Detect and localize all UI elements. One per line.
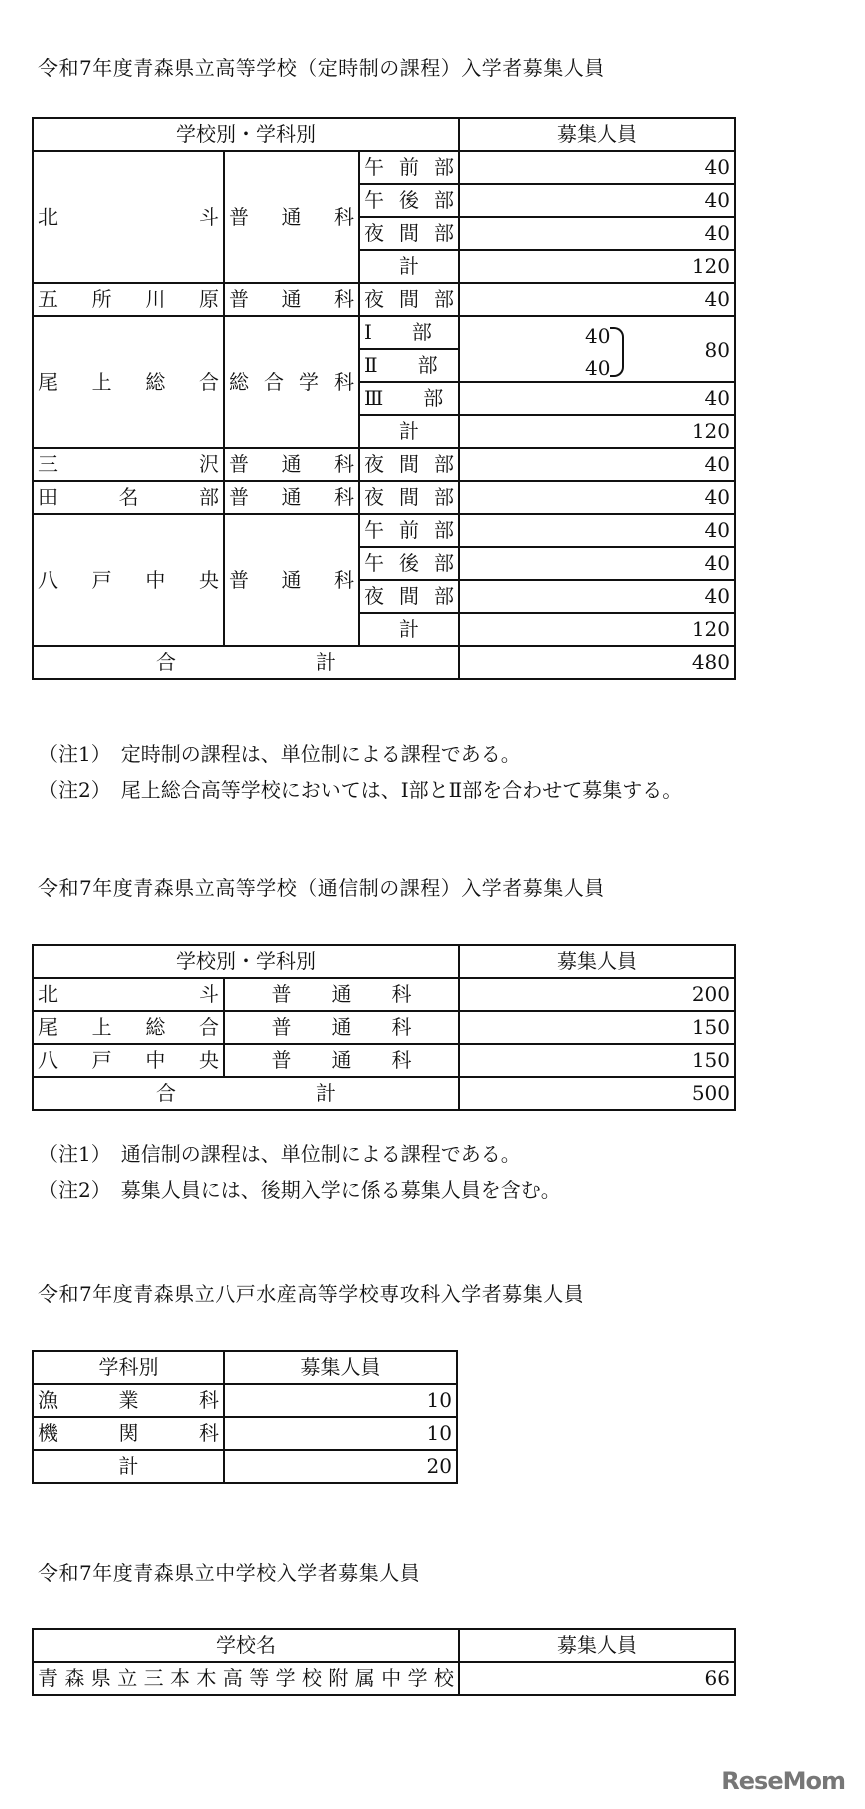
dept-name: 普 通 科 [224, 151, 359, 283]
division: Ⅲ 部 [359, 382, 459, 415]
division: 午前部 [359, 151, 459, 184]
division: 夜間部 [359, 448, 459, 481]
note: （注1） 定時制の課程は、単位制による課程である。 [38, 742, 521, 766]
dept-name: 機 関 科 [33, 1417, 224, 1450]
subtotal: 120 [459, 250, 735, 283]
capacity: 150 [459, 1011, 735, 1044]
section-title: 令和7年度青森県立高等学校（定時制の課程）入学者募集人員 [38, 56, 605, 80]
division: 夜間部 [359, 217, 459, 250]
capacity: 200 [459, 978, 735, 1011]
dept-name: 普 通 科 [224, 1011, 459, 1044]
school-name: 北 斗 [33, 978, 224, 1011]
school-name: 青森県立三本木高等学校附属中学校 [33, 1662, 459, 1695]
dept-name: 普 通 科 [224, 978, 459, 1011]
capacity: 40 [459, 580, 735, 613]
header-capacity: 募集人員 [224, 1351, 457, 1384]
capacity: 40 [459, 514, 735, 547]
parttime-table [32, 117, 736, 680]
school-name: 尾上総合 [33, 1011, 224, 1044]
dept-name: 普 通 科 [224, 1044, 459, 1077]
combined-capacity [459, 316, 735, 382]
dept-name: 総合学科 [224, 316, 359, 448]
subtotal: 120 [459, 613, 735, 646]
header-school-dept: 学校別・学科別 [33, 118, 459, 151]
division: 午後部 [359, 184, 459, 217]
division: 夜間部 [359, 283, 459, 316]
capacity: 66 [459, 1662, 735, 1695]
division: Ⅰ 部 [359, 316, 459, 349]
header-capacity: 募集人員 [459, 1629, 735, 1662]
note: （注2） 尾上総合高等学校においては、Ⅰ部とⅡ部を合わせて募集する。 [38, 778, 683, 802]
school-name: 北 斗 [33, 151, 224, 283]
correspondence-table [32, 944, 736, 1111]
brace-icon [610, 327, 624, 377]
section-title: 令和7年度青森県立高等学校（通信制の課程）入学者募集人員 [38, 876, 605, 900]
junior-high-table [32, 1628, 736, 1696]
specialty-table [32, 1350, 458, 1484]
subtotal-label: 計 [359, 613, 459, 646]
capacity: 40 [459, 481, 735, 514]
capacity: 40 [459, 283, 735, 316]
school-name: 田 名 部 [33, 481, 224, 514]
dept-name: 普 通 科 [224, 448, 359, 481]
division: 午前部 [359, 514, 459, 547]
division: 夜間部 [359, 580, 459, 613]
header-school: 学校名 [33, 1629, 459, 1662]
subtotal-label: 計 [359, 415, 459, 448]
capacity: 40 [459, 448, 735, 481]
note: （注2） 募集人員には、後期入学に係る募集人員を含む。 [38, 1178, 561, 1202]
capacity: 10 [224, 1384, 457, 1417]
total-label: 合 計 [33, 1077, 459, 1110]
grand-total: 480 [459, 646, 735, 679]
dept-name: 普 通 科 [224, 283, 359, 316]
note: （注1） 通信制の課程は、単位制による課程である。 [38, 1142, 521, 1166]
division: Ⅱ 部 [359, 349, 459, 382]
subtotal-label: 計 [359, 250, 459, 283]
capacity: 40 [459, 151, 735, 184]
dept-name: 漁 業 科 [33, 1384, 224, 1417]
header-school-dept: 学校別・学科別 [33, 945, 459, 978]
section-title: 令和7年度青森県立八戸水産高等学校専攻科入学者募集人員 [38, 1282, 585, 1306]
grand-total: 20 [224, 1450, 457, 1483]
resemom-logo: ReseMom [721, 1767, 845, 1795]
header-capacity: 募集人員 [459, 945, 735, 978]
capacity: 40 [459, 382, 735, 415]
school-name: 五所川原 [33, 283, 224, 316]
total-label: 合 計 [33, 646, 459, 679]
subtotal: 120 [459, 415, 735, 448]
capacity: 150 [459, 1044, 735, 1077]
dept-name: 普 通 科 [224, 481, 359, 514]
combined-total: 80 [704, 338, 730, 362]
header-dept: 学科別 [33, 1351, 224, 1384]
section-title: 令和7年度青森県立中学校入学者募集人員 [38, 1561, 421, 1585]
school-name: 三 沢 [33, 448, 224, 481]
school-name: 八戸中央 [33, 514, 224, 646]
capacity: 40 [459, 547, 735, 580]
capacity: 40 [459, 217, 735, 250]
school-name: 尾上総合 [33, 316, 224, 448]
total-label: 計 [33, 1450, 224, 1483]
capacity: 40 [459, 184, 735, 217]
capacity: 40 [585, 356, 611, 380]
division: 午後部 [359, 547, 459, 580]
capacity: 10 [224, 1417, 457, 1450]
header-capacity: 募集人員 [459, 118, 735, 151]
school-name: 八戸中央 [33, 1044, 224, 1077]
division: 夜間部 [359, 481, 459, 514]
grand-total: 500 [459, 1077, 735, 1110]
dept-name: 普 通 科 [224, 514, 359, 646]
capacity: 40 [585, 324, 611, 348]
